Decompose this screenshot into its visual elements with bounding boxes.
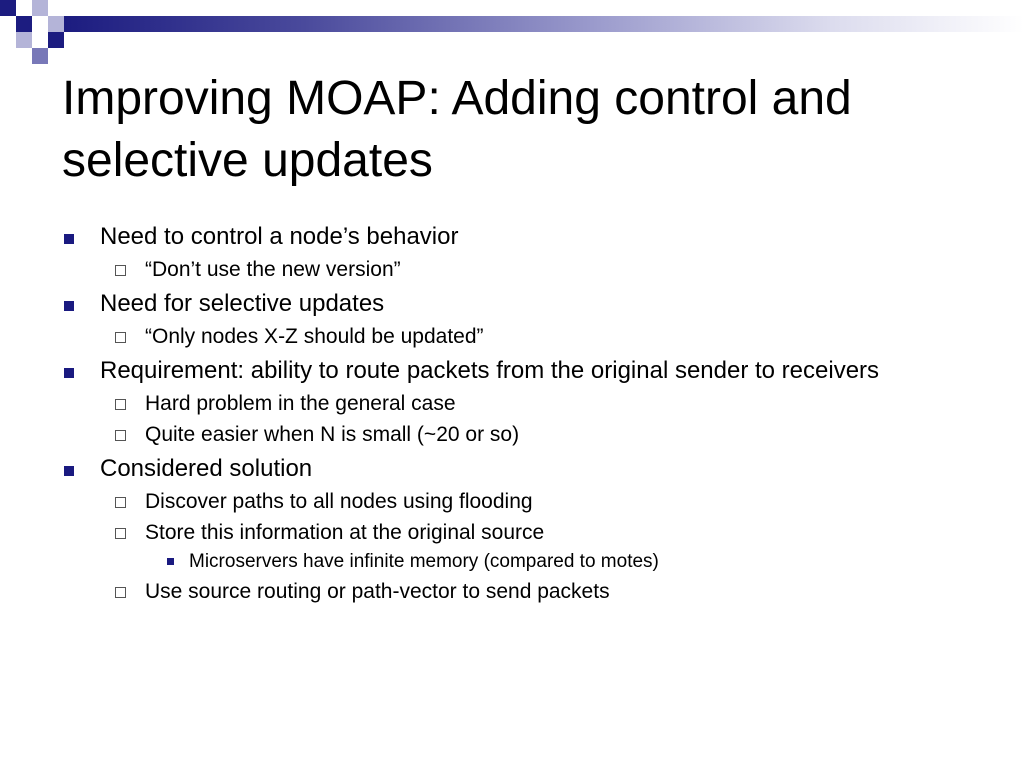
decor-square [32,0,48,16]
hollow-square-icon [115,587,126,598]
sub-bullet-text: Quite easier when N is small (~20 or so) [145,423,520,446]
decor-square [16,32,32,48]
hollow-square-icon [115,399,126,410]
decor-square [48,32,64,48]
sub-bullet-text: Store this information at the original source [145,521,545,544]
slide-bullet-list [62,223,962,604]
decor-square [16,16,32,32]
sub-bullet-text: Discover paths to all nodes using flooding [145,490,533,513]
bullet-text: Considered solution [100,455,313,482]
decor-square [0,0,16,16]
sub-bullet-text: “Don’t use the new version” [145,258,401,281]
decor-square [32,48,48,64]
decor-square [48,16,64,32]
bullet-text: Need for selective updates [100,290,385,317]
filled-square-icon [64,234,74,244]
hollow-square-icon [115,497,126,508]
bullet-item [62,357,962,385]
slide-header-decoration [0,0,1024,70]
hollow-square-icon [115,430,126,441]
slide-title: Improving MOAP: Adding control and selective updates [62,72,852,187]
sub-bullet-text: Use source routing or path-vector to send packets [145,580,610,603]
bullet-item [62,223,962,251]
sub-bullet-item [62,391,962,416]
sub-bullet-text: Hard problem in the general case [145,392,456,415]
bullet-item [62,290,962,318]
filled-square-icon [64,368,74,378]
bullet-text: Need to control a node’s behavior [100,223,459,250]
sub-sub-bullet-item [62,550,962,573]
sub-bullet-item [62,422,962,447]
sub-bullet-item [62,257,962,282]
bullet-text: Requirement: ability to route packets from the original sender to receivers [100,357,880,384]
bullet-item [62,455,962,483]
sub-bullet-text: “Only nodes X-Z should be updated” [145,325,484,348]
hollow-square-icon [115,265,126,276]
sub-sub-bullet-text: Microservers have infinite memory (compared to motes) [189,551,659,572]
sub-bullet-item [62,489,962,514]
filled-square-icon [64,301,74,311]
sub-bullet-item [62,579,962,604]
small-filled-square-icon [167,558,174,565]
sub-bullet-item [62,520,962,545]
hollow-square-icon [115,332,126,343]
sub-bullet-item [62,324,962,349]
header-gradient-bar [64,16,1024,32]
filled-square-icon [64,466,74,476]
hollow-square-icon [115,528,126,539]
